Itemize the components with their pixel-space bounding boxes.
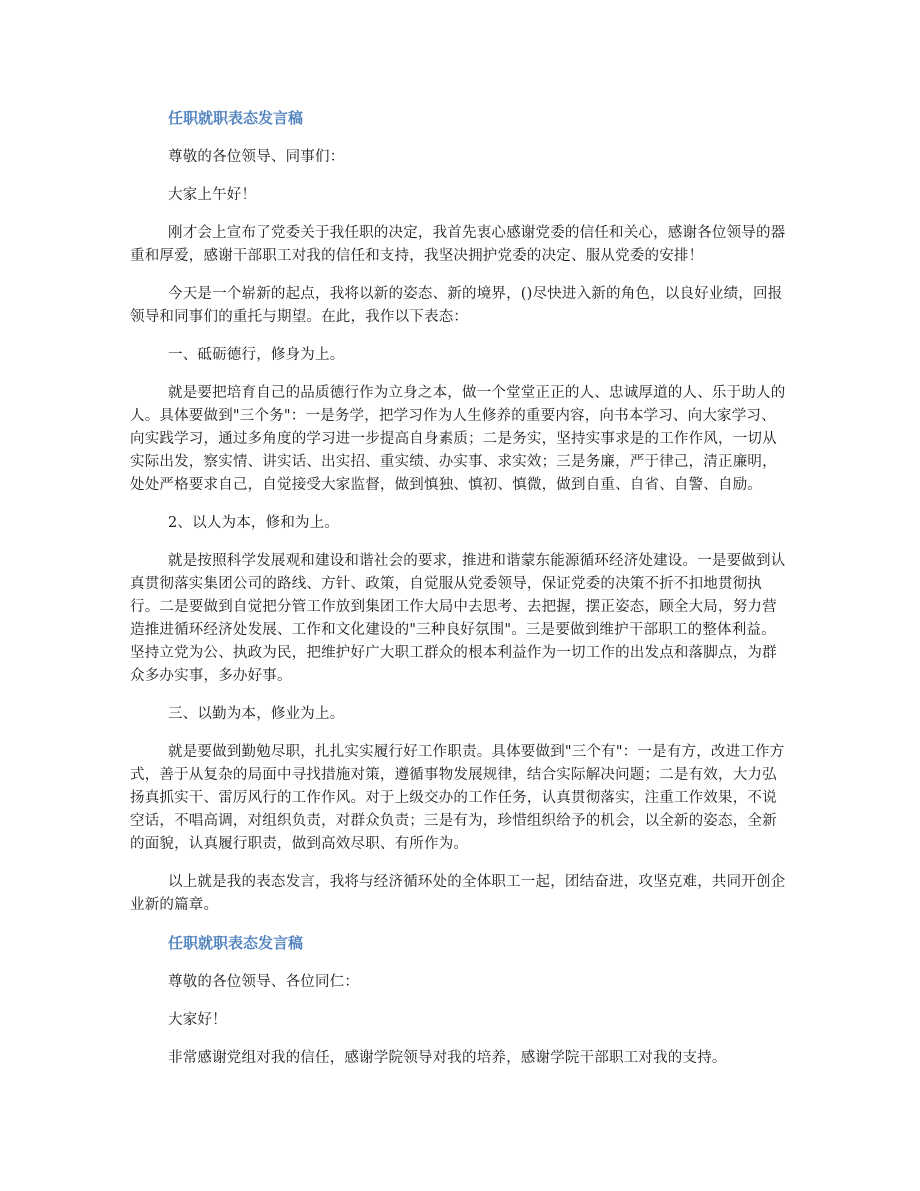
salutation: 尊敬的各位领导、各位同仁： — [168, 974, 360, 990]
greeting: 大家好！ — [168, 1012, 227, 1028]
section-title: 任职就职表态发言稿 — [168, 109, 304, 127]
paragraph: 非常感谢党组对我的信任，感谢学院领导对我的培养，感谢学院干部职工对我的支持。 — [168, 1050, 727, 1066]
closing-paragraph: 以上就是我的表态发言，我将与经济循环处的全体职工一起，团结奋进，攻坚克难，共同开创企业新的篇章。 — [130, 874, 786, 913]
paragraph: 就是要做到勤勉尽职，扎扎实实履行好工作职责。具体要做到"三个有"：一是有方，改进工作方式，善于从复杂的局面中寻找措施对策，遵循事物发展规律，结合实际解决问题；二是有效，大力弘扬真抓实干、雷厉风行的工作作风。对于上级交办的工作任务，认真贯彻落实，注重工作效果，不说空话，不唱高调，对组织负责，对群众负责；三是有为，珍惜组织给予的机会，以全新的姿态，全新的面貌，认真履行职责，做到高效尽职、有所作为。 — [130, 744, 785, 852]
heading-point-1: 一、砥砺德行，修身为上。 — [168, 347, 345, 363]
section-1 — [130, 107, 790, 917]
greeting: 大家上午好！ — [168, 187, 257, 203]
section-title: 任职就职表态发言稿 — [168, 934, 304, 952]
paragraph: 今天是一个崭新的起点，我将以新的姿态、新的境界，()尽快进入新的角色，以良好业绩，回报领导和同事们的重托与期望。在此，我作以下表态： — [130, 286, 783, 325]
paragraph: 就是按照科学发展观和建设和谐社会的要求，推进和谐蒙东能源循环经济处建设。一是要做到认真贯彻落实集团公司的路线、方针、政策，自觉服从党委领导，保证党委的决策不折不扣地贯彻执行。二是要做到自觉把分管工作放到集团工作大局中去思考、去把握，摆正姿态，顾全大局，努力营造推进循环经济处发展、工作和文化建设的"三种良好氛围"。三是要做到维护干部职工的整体利益。坚持立党为公、执政为民，把维护好广大职工群众的根本利益作为一切工作的出发点和落脚点，为群众多办实事，多办好事。 — [130, 553, 786, 684]
section-2 — [168, 932, 790, 1070]
paragraph: 就是要把培育自己的品质德行作为立身之本，做一个堂堂正正的人、忠诚厚道的人、乐于助人的人。具体要做到"三个务"：一是务学，把学习作为人生修养的重要内容，向书本学习、向大家学习、向实践学习，通过多角度的学习进一步提高自身素质；二是务实，坚持实事求是的工作作风，一切从实际出发，察实情、讲实话、出实招、重实绩、办实事、求实效；三是务廉，严于律己，清正廉明，处处严格要求自己，自觉接受大家监督，做到慎独、慎初、慎微，做到自重、自省、自警、自励。 — [130, 385, 786, 493]
heading-point-2: 2、以人为本，修和为上。 — [168, 515, 340, 531]
salutation: 尊敬的各位领导、同事们： — [168, 149, 345, 165]
paragraph: 刚才会上宣布了党委关于我任职的决定，我首先衷心感谢党委的信任和关心，感谢各位领导的器重和厚爱，感谢干部职工对我的信任和支持，我坚决拥护党委的决定、服从党委的安排！ — [130, 225, 786, 264]
heading-point-3: 三、以勤为本，修业为上。 — [168, 706, 345, 722]
